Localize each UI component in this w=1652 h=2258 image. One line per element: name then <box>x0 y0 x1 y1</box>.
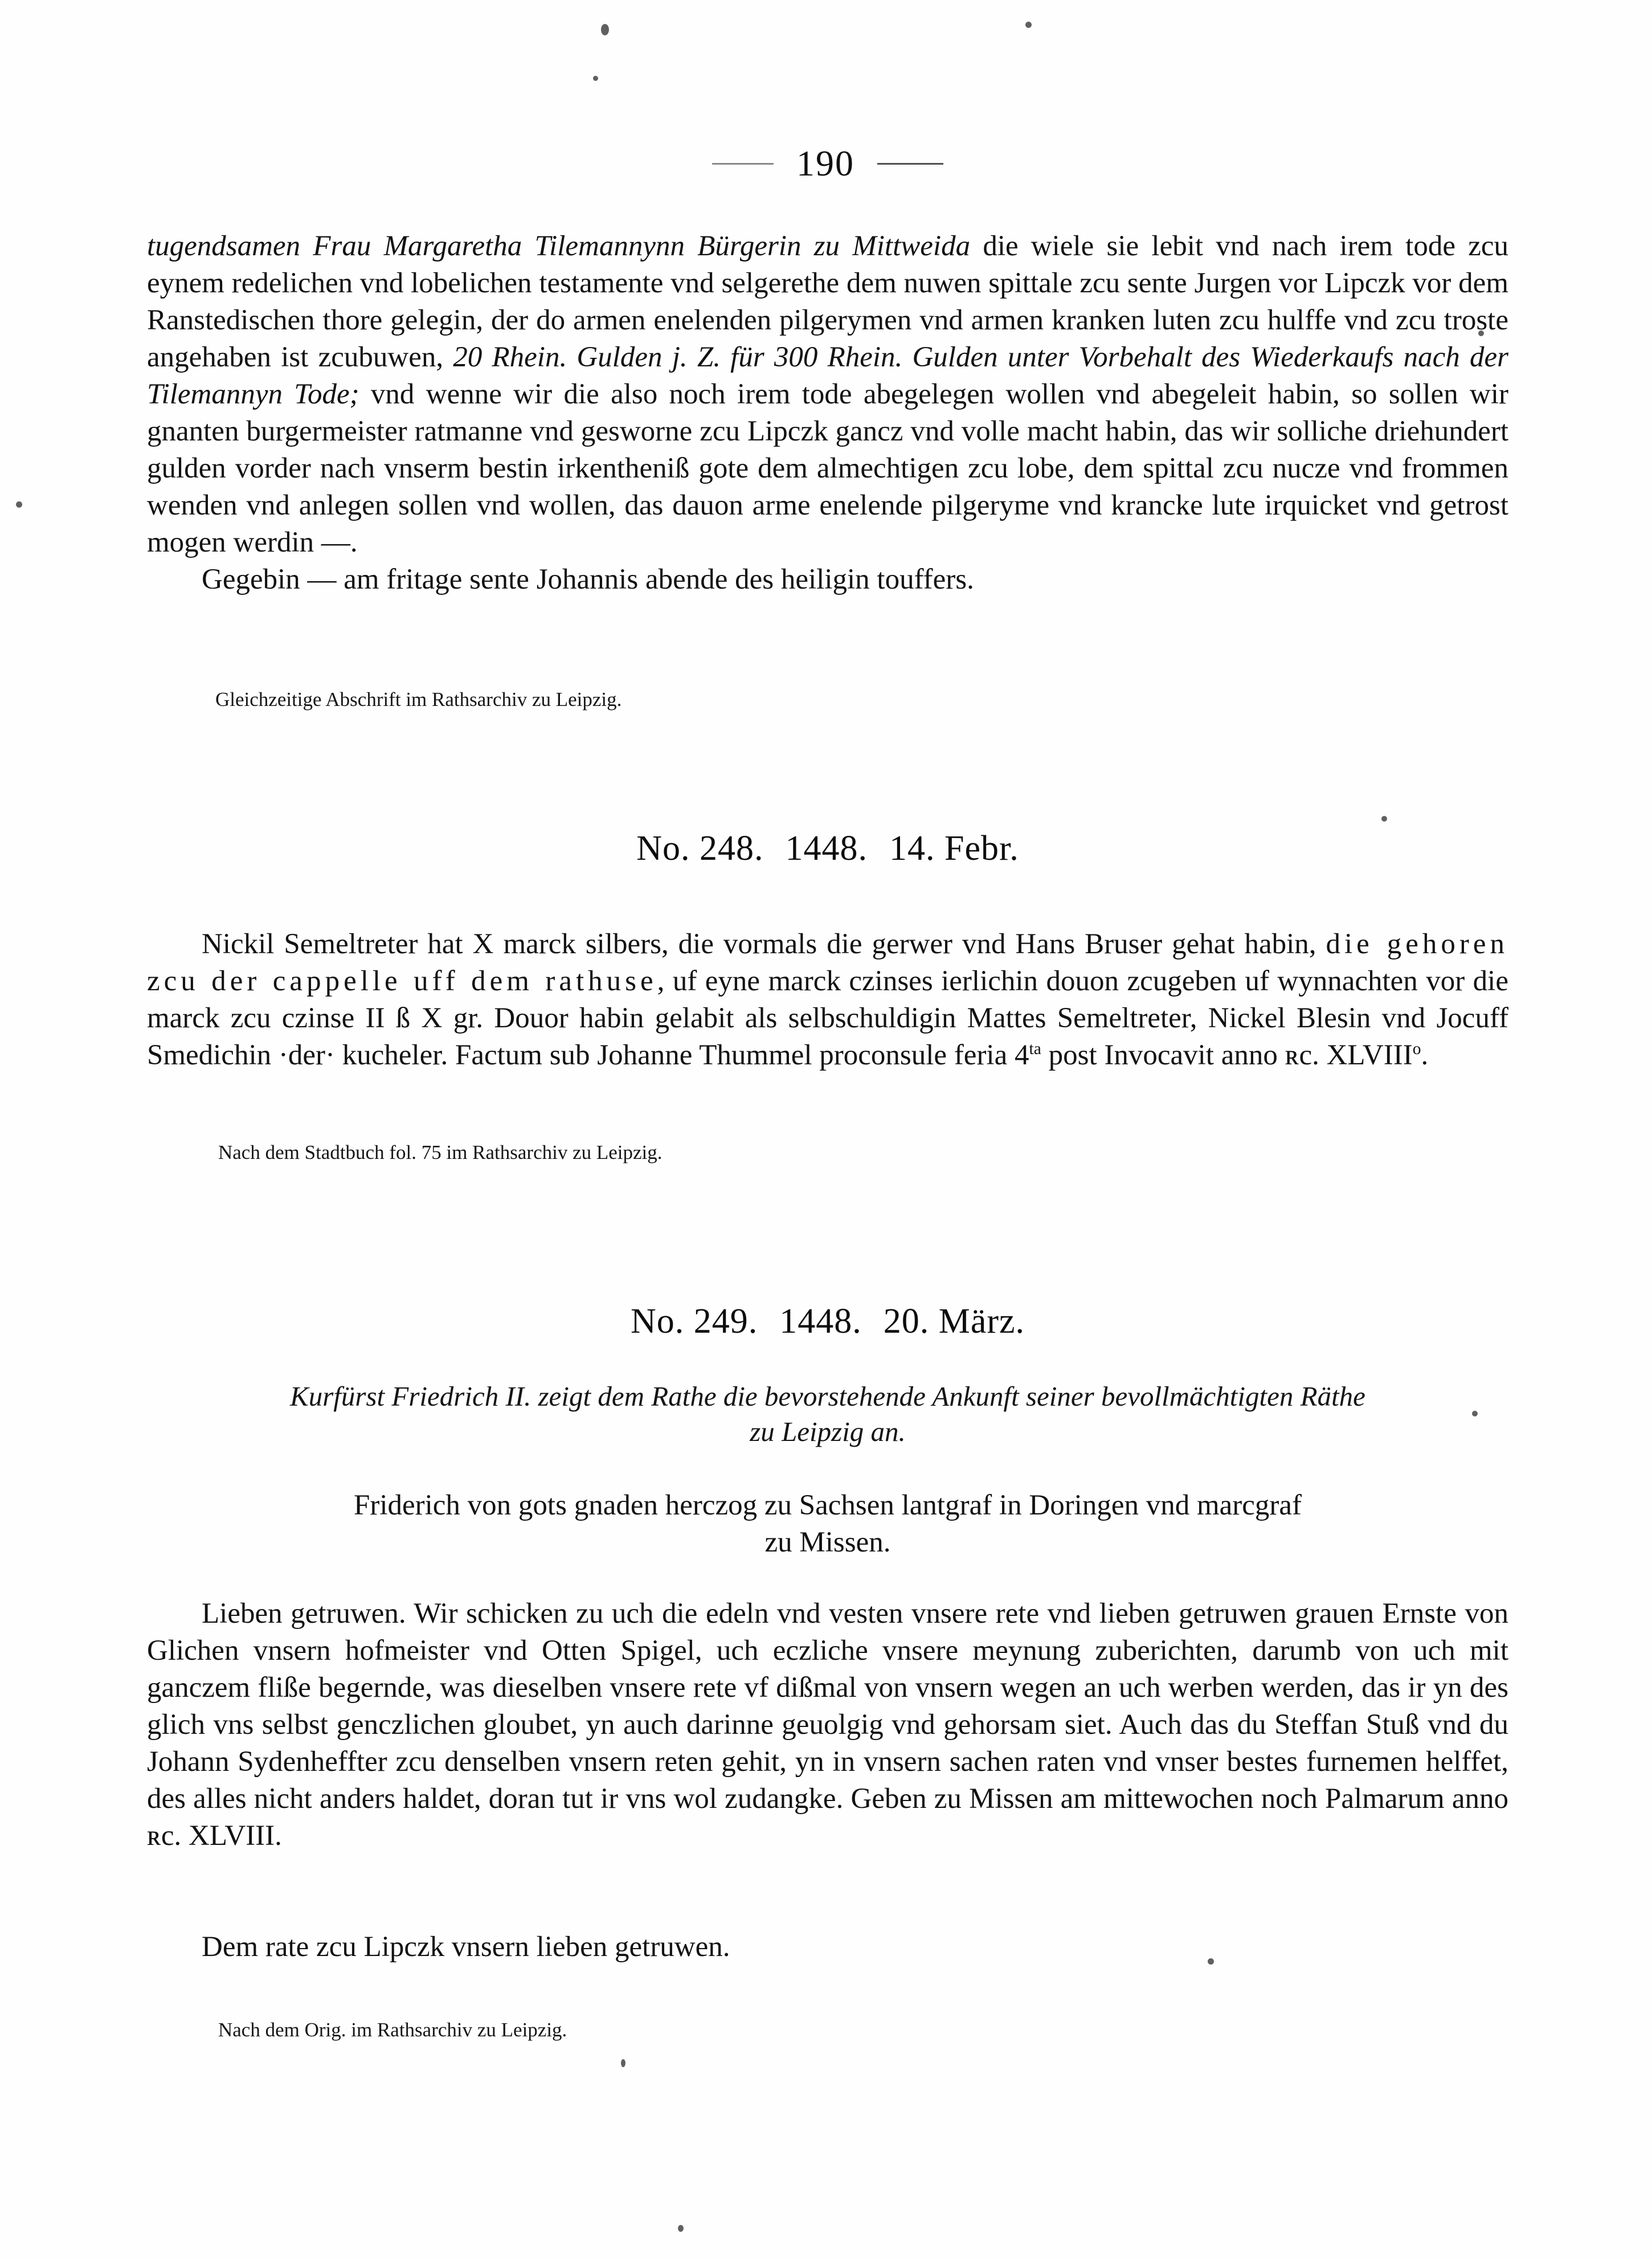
document-249-address <box>147 1929 1508 1966</box>
address-paragraph: Dem rate zcu Lipczk vnsern lieben getruwen. <box>202 1931 730 1963</box>
regest-line-1: Kurfürst Friedrich II. zeigt dem Rathe die bevorstehende Ankunft seiner bevollmächtigten Räthe <box>290 1381 1365 1412</box>
doc-date: 20. März. <box>883 1302 1025 1341</box>
scan-speckle <box>16 501 22 508</box>
charter-text-paragraph <box>147 228 1508 561</box>
charter-italic-sum: 20 Rhein. Gulden j. Z. für 300 Rhein. Gulden unter Vorbehalt des Wiederkaufs nach der Tilemannyn Tode; <box>147 341 1508 410</box>
page-number: 190 <box>796 143 854 183</box>
source-note-text: Nach dem Orig. im Rathsarchiv zu Leipzig. <box>218 2019 567 2041</box>
segment-roman-3: post Invocavit anno ʀc. XLVIII <box>1041 1039 1413 1071</box>
superscript-ta: ta <box>1029 1040 1041 1058</box>
scan-speckle <box>621 2059 625 2067</box>
document-248-body <box>147 926 1508 1074</box>
document-249-intitulatio <box>147 1487 1508 1561</box>
header-rule-left <box>712 163 774 165</box>
document-249-body <box>147 1595 1508 1855</box>
scan-speckle <box>1381 816 1387 822</box>
header-rule-right <box>877 163 943 165</box>
source-note-text: Gleichzeitige Abschrift im Rathsarchiv zu Leipzig. <box>215 688 622 711</box>
scan-speckle <box>678 2225 684 2232</box>
charter-italic-opening: tugendsamen Frau Margaretha Tilemannynn Bürgerin zu Mittweida <box>147 230 971 262</box>
segment-roman-1: Nickil Semeltreter hat X marck silbers, die vormals die gerwer vnd Hans Bruser gehat habin, <box>202 928 1326 960</box>
charter-roman-2: vnd wenne wir die also noch irem tode abegelegen wollen vnd abegeleit habin, so sollen wir gnanten burgermeister ratmanne vnd gesworne zcu Lipczk gancz vnd volle macht habin, das wir solliche driehundert gulden vorder nach vnserm bestin irkentheniß gote dem almechtigen zcu lobe, dem spittal zcu nucze vnd frommen wenden vnd anlegen sollen vnd wollen, das dauon arme enelende pilgeryme vnd krancke lute irquicket vnd getrost mogen werdin —. <box>147 378 1508 558</box>
document-248-heading <box>147 827 1508 869</box>
superscript-o: o <box>1412 1040 1421 1058</box>
segment-roman-4: . <box>1421 1039 1429 1071</box>
scan-speckle <box>1025 22 1032 28</box>
source-note-248 <box>147 1140 1508 1166</box>
document-249-regest <box>147 1379 1508 1449</box>
charter-text-paragraph: Lieben getruwen. Wir schicken zu uch die edeln vnd vesten vnsere rete vnd lieben getruwen grauen Ernste von Glichen vnsern hofmeister vnd Otten Spigel, uch eczliche vnsere meynung zuberichten, darumb von uch mit ganczem fliße begernde, was dieselben vnsere rete vf dißmal von vnsern wegen an uch werben werden, das ir yn des glich vns selbst genczlichen gloubet, yn auch darinne geuolgig vnd gehorsam siet. Auch das du Steffan Stuß vnd du Johann Sydenheffter zcu denselben vnsern reten gehit, yn in vnsern sachen raten vnd vnser bestes furnemen helffet, des alles nicht anders haldet, doran tut ir vns wol zudangke. Geben zu Missen am mittewochen noch Palmarum anno ʀc. XLVIII. <box>147 1598 1508 1852</box>
running-head <box>147 145 1508 182</box>
intitulatio-line-2: zu Missen. <box>764 1526 891 1558</box>
intitulatio-line-1: Friderich von gots gnaden herczog zu Sachsen lantgraf in Doringen vnd marcgraf <box>353 1489 1302 1521</box>
regest-text <box>147 1379 1508 1449</box>
source-note-text: Nach dem Stadtbuch fol. 75 im Rathsarchiv zu Leipzig. <box>218 1141 663 1163</box>
scan-speckle <box>593 76 598 81</box>
doc-year: 1448. <box>785 829 868 868</box>
intitulatio-text <box>147 1487 1508 1561</box>
doc-number: No. 249. <box>630 1302 758 1341</box>
doc-number: No. 248. <box>636 829 764 868</box>
source-note-249 <box>147 2017 1508 2043</box>
charter-dating-paragraph: Gegebin — am fritage sente Johannis abende des heiligin touffers. <box>202 564 974 595</box>
charter-roman-1: die wiele sie lebit vnd nach irem tode zcu eynem redelichen vnd lobelichen testamente vnd selgerethe dem nuwen spittale zcu sente Jurgen vor Lipczk vor dem Ranstedischen thore gelegin, der do armen enelenden pilgerymen vnd armen kranken luten zcu hulffe vnd zcu troste angehaben ist zcubuwen, <box>147 230 1508 373</box>
heading-line <box>147 827 1508 869</box>
source-note-247 <box>147 687 1508 713</box>
segment-roman-2: , uf eyne marck czinses ierlichin douon zcugeben uf wynnachten vor die marck zcu czinse II ß X gr. Douor habin gelabit als selbschuldigin Mattes Semeltreter, Nickel Blesin vnd Jocuff Smedichin ·der· kucheler. Factum sub Johanne Thummel proconsule feria 4 <box>147 965 1508 1071</box>
charter-text-paragraph <box>147 926 1508 1074</box>
scan-speckle <box>601 24 609 35</box>
doc-date: 14. Febr. <box>889 829 1019 868</box>
regest-line-2: zu Leipzig an. <box>750 1416 906 1447</box>
document-247-continuation <box>147 228 1508 598</box>
doc-year: 1448. <box>779 1302 862 1341</box>
document-249-heading <box>147 1300 1508 1342</box>
heading-line <box>147 1300 1508 1342</box>
segment-letterspaced: die gehoren zcu der cappelle uff dem rathuse <box>147 928 1508 997</box>
